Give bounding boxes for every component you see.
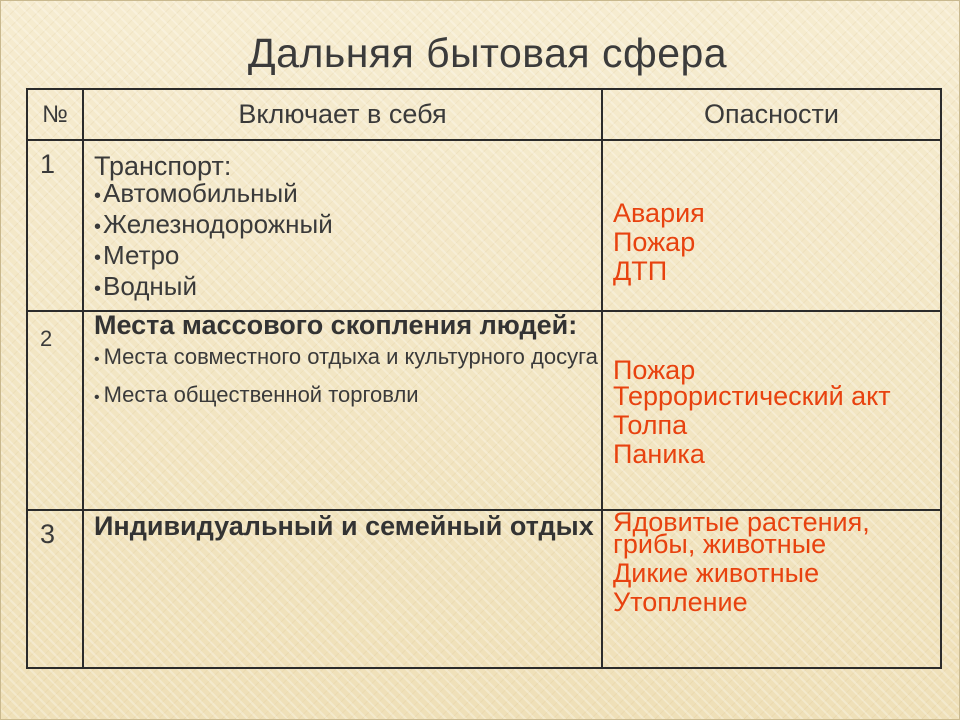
list-item: • Места совместного отдыха и культурного досуга xyxy=(94,344,598,369)
danger-item: Утопление xyxy=(613,587,748,617)
bullet-icon: • xyxy=(94,185,102,207)
list-item: • Места общественной торговли xyxy=(94,382,419,407)
hazards-table xyxy=(26,88,942,669)
bullet-icon: • xyxy=(94,278,102,300)
danger-item: Дикие животные xyxy=(613,558,820,588)
danger-item: Ядовитые растения, грибы, животные xyxy=(613,507,870,559)
danger-item: Пожар xyxy=(613,227,696,257)
list-item: •Железнодорожный xyxy=(94,209,333,239)
bullet-icon: • xyxy=(94,389,100,406)
bullet-icon: • xyxy=(94,247,102,269)
table-row xyxy=(27,510,941,668)
row-includes-cell xyxy=(83,510,602,668)
danger-item: Толпа xyxy=(613,410,688,440)
danger-item: Пожар xyxy=(613,355,696,385)
row-includes-cell xyxy=(83,311,602,510)
slide-title: Дальняя бытовая сфера xyxy=(247,30,728,76)
danger-item: Авария xyxy=(613,198,705,228)
row-dangers-cell xyxy=(602,140,941,311)
row-title: Места массового скопления людей: xyxy=(94,310,578,340)
row-title: Транспорт: xyxy=(94,151,232,181)
row-dangers-cell xyxy=(602,507,941,668)
row-title: Индивидуальный и семейный отдых xyxy=(94,511,594,541)
list-item: •Автомобильный xyxy=(94,178,298,208)
row-number: 1 xyxy=(27,140,83,311)
row-includes-cell xyxy=(83,140,602,311)
row-number: 3 xyxy=(27,510,83,668)
header-includes: Включает в себя xyxy=(83,89,602,140)
table-row xyxy=(27,140,941,311)
danger-item: ДТП xyxy=(613,256,668,286)
list-item: •Метро xyxy=(94,240,180,270)
list-item: •Водный xyxy=(94,271,197,301)
table-row xyxy=(27,311,941,510)
row-dangers-cell xyxy=(602,311,941,510)
header-number: № xyxy=(27,89,83,140)
bullet-icon: • xyxy=(94,351,100,368)
bullet-icon: • xyxy=(94,216,102,238)
header-dangers: Опасности xyxy=(602,89,941,140)
row-number: 2 xyxy=(27,311,83,510)
table-header-row xyxy=(27,89,941,140)
danger-item: Паника xyxy=(613,439,705,469)
danger-item: Террористический акт xyxy=(613,381,891,411)
